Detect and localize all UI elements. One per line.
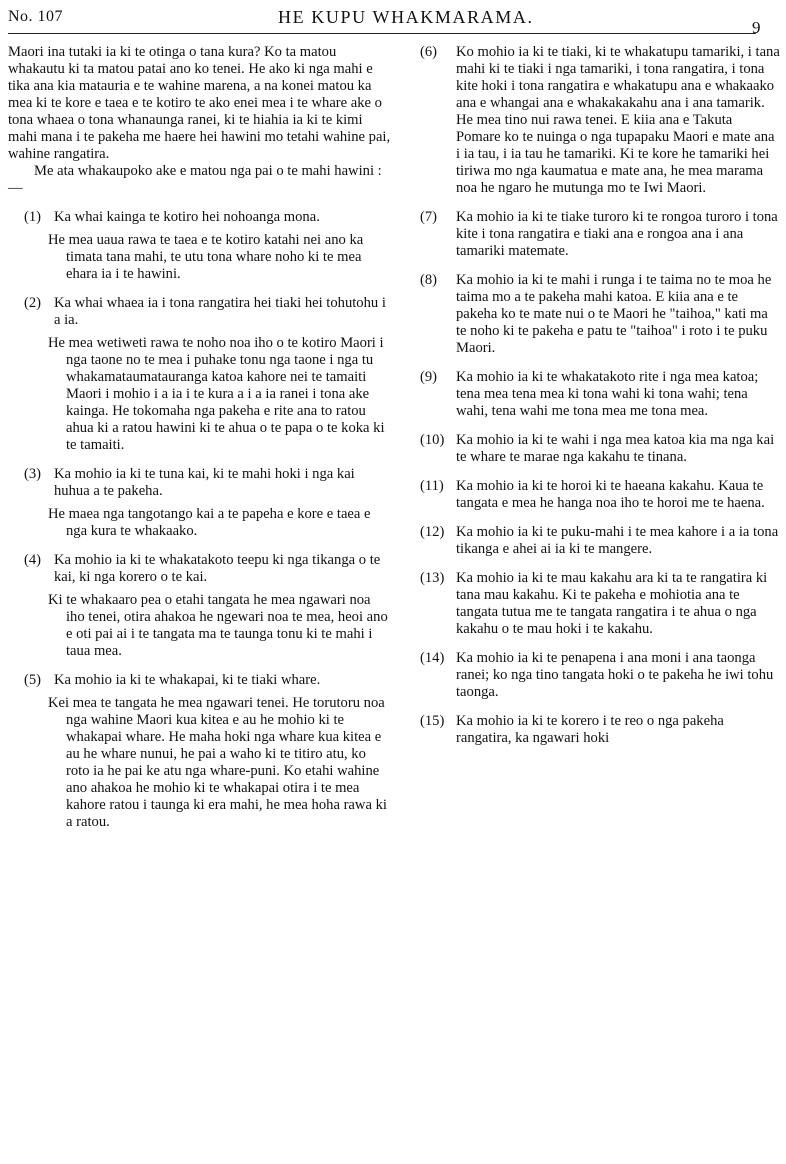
item-text: Ka mohio ia ki te tiake turoro ki te rongoa turoro i tona kite i tona rangatira e tiaki ana e rongoa ana i ana tamariki matemate.	[456, 209, 778, 259]
item-text: Ka mohio ia ki te mahi i runga i te taima no te moa he taima mo a te pakeha mahi katoa. E kiia ana e te pakeha ko te mate nui o te Maori he "taihoa," kati ma te noho ki te pakeha e patu te "taihoa" i roto i te puku Maori.	[456, 272, 772, 356]
item-number: (2)	[24, 295, 42, 311]
list-item	[416, 272, 780, 357]
item-number: (10)	[420, 432, 445, 448]
page-number: 9	[752, 18, 761, 37]
item-number: (9)	[420, 369, 438, 385]
intro-paragraph: Maori ina tutaki ia ki te otinga o tana kura? Ko ta matou whakautu ki ta matou patai ano ko tenei. He ako ki nga mahi e tika ana kia matauria e te wahine marena, a na konei matou ka mea ki te kore e taea e te kotiro te ako enei mea i te whare ake o tona whaea o tona whanaunga ranei, ki te hiahia ia ki te kimi mahi mana i te pakeha me haere hei hawini mo tetahi wahine pai, wahine rangatira.	[8, 44, 391, 162]
item-number: (13)	[420, 570, 445, 586]
list-item	[416, 570, 780, 638]
header-rule	[8, 33, 756, 34]
item-explanation: He mea uaua rawa te taea e te kotiro katahi nei ano ka timata tana mahi, te utu tona whare noho ki te mea ehara ia i te hawini.	[48, 232, 364, 282]
issue-number: No. 107	[8, 8, 64, 25]
item-explanation: He maea nga tangotango kai a te papeha e kore e taea e nga kura te whakaako.	[48, 506, 371, 539]
item-explanation: Ki te whakaaro pea o etahi tangata he mea ngawari noa iho tenei, otira ahakoa he ngewari noa te mea, heoi ano e oti pai ai i te tangata ma te taunga tonu ki te mahi i taua mea.	[48, 592, 388, 659]
item-text: Ka mohio ia ki te puku-mahi i te mea kahore i a ia tona tikanga e ahei ai ia ki te mangere.	[456, 524, 779, 557]
item-text: Ka mohio ia ki te whakatakoto rite i nga mea katoa; tena mea tena mea ki tona wahi ki tona wahi; tena wahi, tena wahi me tona mea me tona mea.	[456, 369, 759, 419]
item-text: Ka mohio ia ki te horoi ki te haeana kakahu. Kaua te tangata e mea he hanga noa iho te horoi me te haena.	[456, 478, 765, 511]
item-number: (14)	[420, 650, 445, 666]
item-explanation: He mea wetiweti rawa te noho noa iho o te kotiro Maori i nga taone no te mea i puhake tonu nga taone i nga tu whakamataumatauranga katoa kahore nei te tamaiti Maori i mohio i a ia i te kura a i a ia ranei i tona ake kainga. He tokomaha nga pakeha e rite ana to ratou ahua ki a ratou hawini ki te ahua o te papa o te koka ki te tamaiti.	[48, 335, 385, 453]
item-text: Ko mohio ia ki te tiaki, ki te whakatupu tamariki, i tana mahi ki te tiaki i nga tamariki, i tona rangatira, i tona kite hoki i tona rangatira e whakatupu ana e whakaako ana e whangai ana e whakakakahu ana i ana tamarik. He mea tino nui rawa tenei. E kiia ana e Takuta Pomare ko te nuinga o nga tupapaku Maori e mate ana i ia tau, i ia tau he tamariki. Ki te kore he tamariki hei tiriwa mo nga kaumatua e mate ana, he mea marama noa he ngaro he mutunga mo te Iwi Maori.	[456, 44, 780, 196]
item-number: (3)	[24, 466, 42, 482]
intro-lead: Me ata whakaupoko ake e matou nga pai o te mahi hawini :—	[8, 163, 382, 196]
list-item	[416, 713, 780, 747]
list-item	[416, 44, 780, 197]
item-explanation: Kei mea te tangata he mea ngawari tenei. He torutoru noa nga wahine Maori kua kitea e au he mohio ki te whakapai whare. He maha hoki nga whare kua kitea e au he whare nunui, he pai a waho ki te titiro atu, ko roto ia he pai ke atu nga whare-puni. Ko etahi wahine ano ahakoa he mohio ki te whakapai otira i te mea kahore ratou i taunga ki era mahi, he mea hoha rawa ki a ratou.	[48, 695, 387, 830]
item-text: Ka mohio ia ki te korero i te reo o nga pakeha rangatira, ka ngawari hoki	[456, 713, 724, 746]
list-item	[416, 432, 780, 466]
left-column	[8, 44, 392, 843]
item-heading: Ka mohio ia ki te tuna kai, ki te mahi hoki i nga kai huhua a te pakeha.	[54, 466, 355, 499]
item-heading: Ka mohio ia ki te whakatakoto teepu ki nga tikanga o te kai, ki nga korero o te kai.	[54, 552, 381, 585]
item-number: (12)	[420, 524, 445, 540]
item-number: (5)	[24, 672, 42, 688]
item-number: (6)	[420, 44, 438, 60]
item-text: Ka mohio ia ki te mau kakahu ara ki ta te rangatira ki tana mau kakahu. Ki te pakeha e mohiotia ana te tangata tutua me te tangata rangatira i te ahua o nga kakahu o te mau hoki i te kakahu.	[456, 570, 768, 637]
list-item	[416, 369, 780, 420]
item-number: (7)	[420, 209, 438, 225]
list-item	[416, 524, 780, 558]
list-item	[8, 466, 392, 540]
running-title: HE KUPU WHAKMARAMA.	[278, 7, 534, 27]
item-number: (11)	[420, 478, 444, 494]
item-heading: Ka mohio ia ki te whakapai, ki te tiaki whare.	[54, 672, 321, 688]
list-item	[8, 295, 392, 454]
list-item	[8, 209, 392, 283]
item-number: (8)	[420, 272, 438, 288]
right-column	[416, 44, 780, 759]
item-text: Ka mohio ia ki te penapena i ana moni i ana taonga ranei; ko nga tino tangata hoki o te pakeha he iwi tohu taonga.	[456, 650, 774, 700]
item-number: (1)	[24, 209, 42, 225]
item-heading: Ka whai whaea ia i tona rangatira hei tiaki hei tohutohu i a ia.	[54, 295, 386, 328]
list-item	[8, 552, 392, 660]
list-item	[8, 672, 392, 831]
item-heading: Ka whai kainga te kotiro hei nohoanga mona.	[54, 209, 320, 225]
item-number: (15)	[420, 713, 445, 729]
item-text: Ka mohio ia ki te wahi i nga mea katoa kia ma nga kai te whare te marae nga kakahu te tinana.	[456, 432, 775, 465]
list-item	[416, 478, 780, 512]
item-number: (4)	[24, 552, 42, 568]
list-item	[416, 209, 780, 260]
page-header	[8, 4, 760, 36]
list-item	[416, 650, 780, 701]
